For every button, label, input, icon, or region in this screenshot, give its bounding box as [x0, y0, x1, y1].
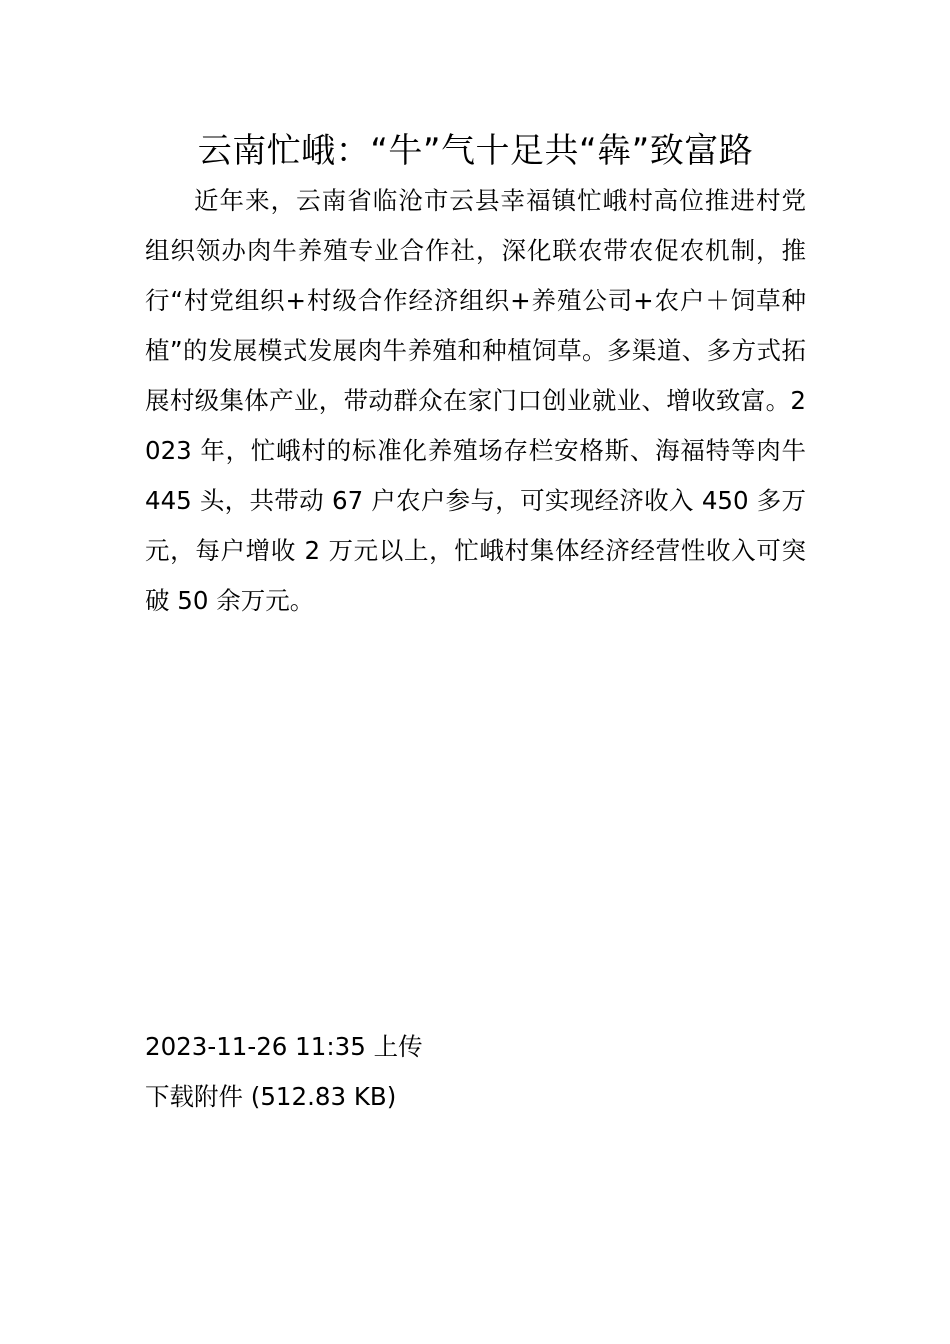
article-title: 云南忙峨：“牛”气十足共“犇”致富路 [197, 131, 754, 171]
article-body: 近年来，云南省临沧市云县幸福镇忙峨村高位推进村党组织领办肉牛养殖专业合作社，深化联农带农促农机制，推行“村党组织+村级合作经济组织+养殖公司+农户＋饲草种植”的发展模式发展肉牛养殖和种植饲草。多渠道、多方式拓展村级集体产业，带动群众在家门口创业就业、增收致富。2023 年，忙峨村的标准化养殖场存栏安格斯、海福特等肉牛 445 头，共带动 67 户农户参与，可实现经济收入 450 多万元，每户增收 2 万元以上，忙峨村集体经济经营性收入可突破 50 余万元。 [145, 186, 806, 615]
download-attachment-link[interactable]: 下载附件 (512.83 KB) [145, 1082, 397, 1111]
upload-timestamp: 2023-11-26 11:35 上传 [145, 1032, 423, 1061]
